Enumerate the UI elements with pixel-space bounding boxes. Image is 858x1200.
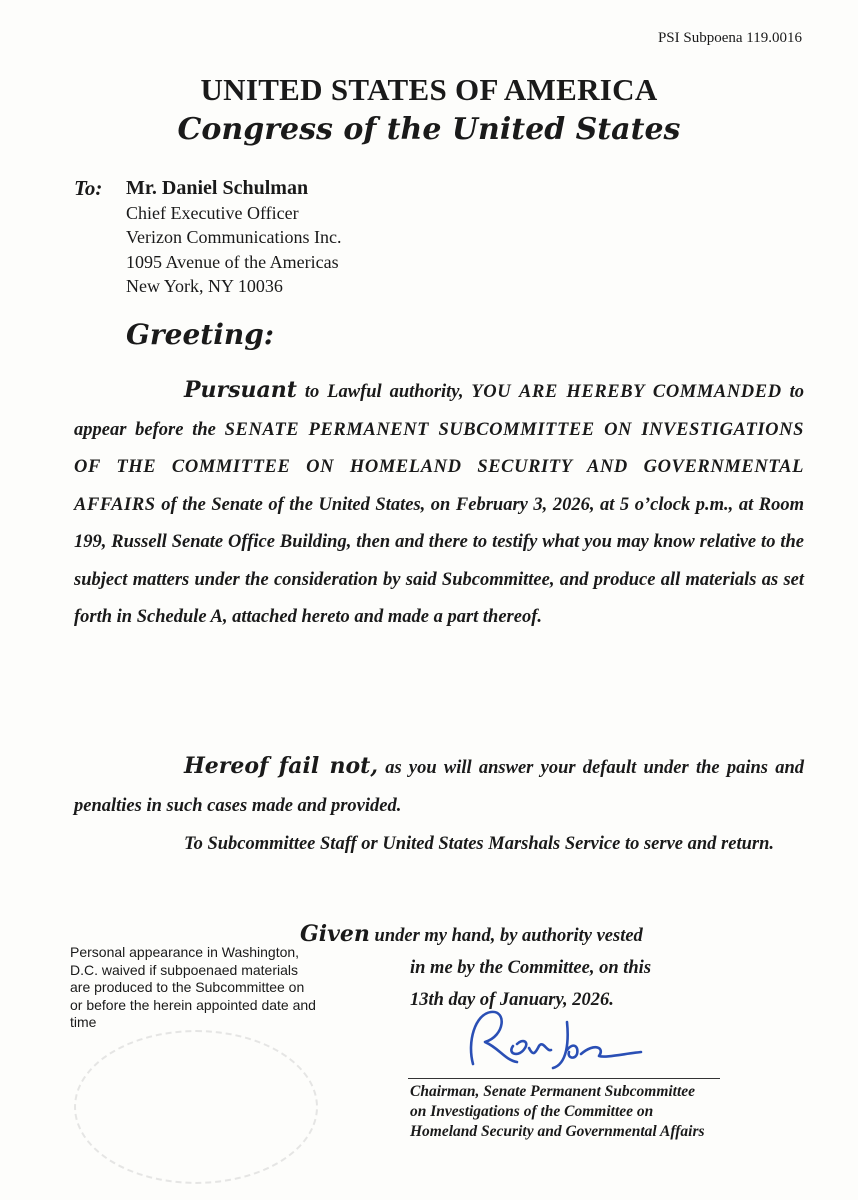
document-subtitle: Congress of the United States xyxy=(177,112,681,147)
chairman-title-block xyxy=(410,1082,705,1142)
para1-text-1: to Lawful authority, xyxy=(296,382,472,402)
greeting: Greeting: xyxy=(126,318,275,351)
given-line-1: under my hand, by authority vested xyxy=(369,926,643,946)
subpoena-reference: PSI Subpoena 119.0016 xyxy=(657,30,802,46)
para2-text: as you will answer your default under the pains and penalties in such cases made and provided. xyxy=(74,758,804,816)
service-paragraph: To Subcommittee Staff or United States Marshals Service to serve and return. xyxy=(184,834,774,854)
signature-line xyxy=(408,1078,720,1079)
recipient-name: Mr. Daniel Schulman xyxy=(126,177,309,199)
given-line-2: in me by the Committee, on this xyxy=(410,958,652,978)
para1-text-3: of the Senate of the United States, on February 3, 2026, at 5 o’clock p.m., at Room 199, Russell Senate Office Building, then and there to testify what you may know relative to the subject matters under the consideration by said Subcommittee, and produce all materials as set forth in Schedule A, attached hereto and made a part thereof. xyxy=(74,494,804,627)
appearance-waiver-note: Personal appearance in Washington, D.C. waived if subpoenaed materials are produced to the Subcommittee on or before the herein appointed date and time xyxy=(70,944,316,1030)
recipient-company: Verizon Communications Inc. xyxy=(126,227,342,247)
recipient-address xyxy=(126,176,341,299)
given-line-3: 13th day of January, 2026. xyxy=(410,990,614,1010)
para1-caps-2: SENATE PERMANENT SUBCOMMITTEE ON INVESTIGATIONS OF THE COMMITTEE ON HOMELAND SECURITY AND GOVERNMENTAL AFFAIRS xyxy=(74,419,804,515)
to-label: To: xyxy=(74,176,103,200)
para1-text-2: to appear before the xyxy=(74,382,804,440)
command-paragraph xyxy=(74,372,804,637)
chairman-signature xyxy=(455,1002,645,1082)
hereof-paragraph xyxy=(74,748,804,825)
given-lead: Given xyxy=(300,921,370,947)
chairman-line-3: Homeland Security and Governmental Affairs xyxy=(410,1123,705,1140)
hereof-lead: Hereof fail not, xyxy=(184,753,378,779)
chairman-line-1: Chairman, Senate Permanent Subcommittee xyxy=(410,1083,696,1100)
document-title: UNITED STATES OF AMERICA xyxy=(200,72,658,107)
pursuant-lead: Pursuant xyxy=(184,377,297,403)
recipient-street: 1095 Avenue of the Americas xyxy=(126,251,339,272)
chairman-line-2: on Investigations of the Committee on xyxy=(410,1103,654,1120)
recipient-city: New York, NY 10036 xyxy=(126,276,283,296)
para1-caps-1: YOU ARE HEREBY COMMANDED xyxy=(471,382,782,402)
recipient-title: Chief Executive Officer xyxy=(126,202,299,223)
embossed-seal xyxy=(74,1030,318,1184)
